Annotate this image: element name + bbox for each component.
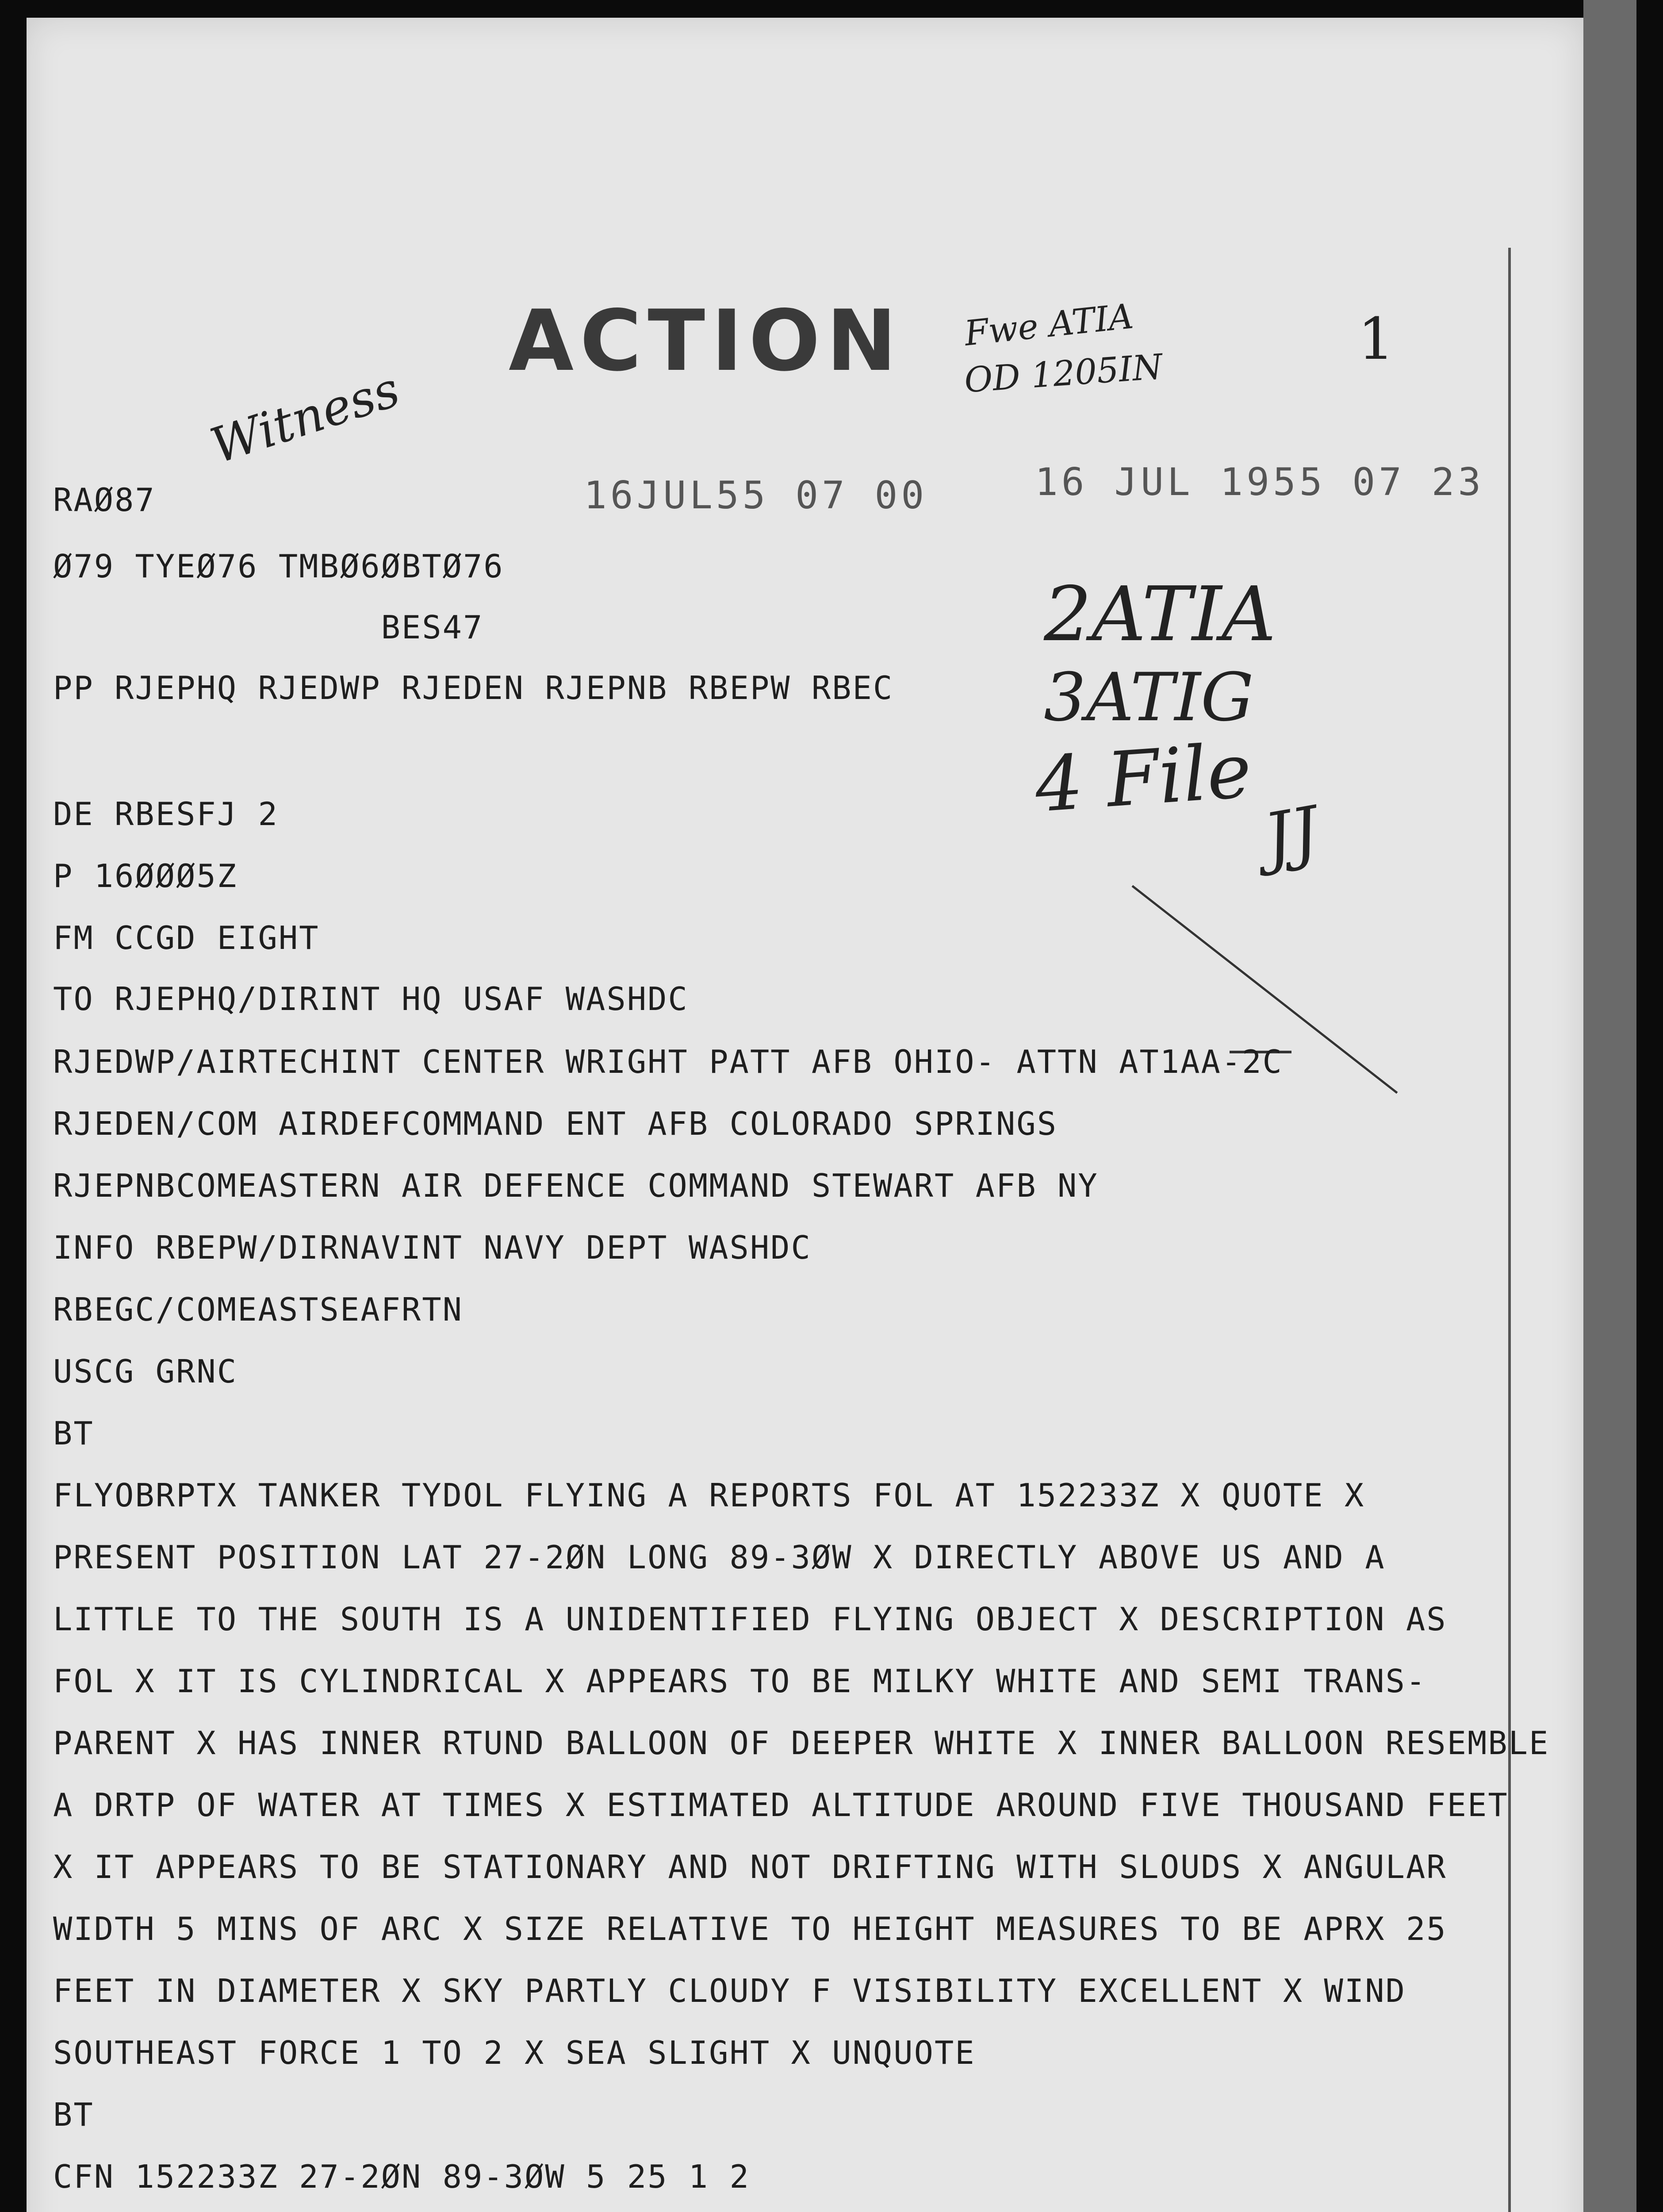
info-line: INFO RBEPW/DIRNAVINT NAVY DEPT WASHDC bbox=[53, 1229, 812, 1266]
body-line-5: PARENT X HAS INNER RTUND BALLOON OF DEEPER WHITE X INNER BALLOON RESEMBLE bbox=[53, 1724, 1550, 1762]
body-line-7: X IT APPEARS TO BE STATIONARY AND NOT DRIFTING WITH SLOUDS X ANGULAR bbox=[53, 1848, 1447, 1886]
handwritten-routing-1: 2ATIA bbox=[1044, 571, 1276, 658]
scan-edge-strip bbox=[1583, 0, 1636, 2212]
break-line-1: BT bbox=[53, 1415, 94, 1452]
body-line-1: FLYOBRPTX TANKER TYDOL FLYING A REPORTS FOL AT 152233Z X QUOTE X bbox=[53, 1477, 1365, 1514]
break-line-2: BT bbox=[53, 2096, 94, 2133]
page-fold-edge bbox=[1508, 248, 1511, 2212]
handwritten-routing-3: 4 File bbox=[1032, 727, 1254, 830]
handwritten-routing-top-1: Fwe ATIA bbox=[962, 296, 1135, 354]
body-line-2: PRESENT POSITION LAT 27-2ØN LONG 89-3ØW X DIRECTLY ABOVE US AND A bbox=[53, 1539, 1386, 1576]
header-line-routing-codes: Ø79 TYEØ76 TMBØ6ØBTØ76 bbox=[53, 548, 504, 585]
date-stamp-processed: 16 JUL 1955 07 23 bbox=[1035, 460, 1485, 504]
body-line-8: WIDTH 5 MINS OF ARC X SIZE RELATIVE TO HEIGHT MEASURES TO BE APRX 25 bbox=[53, 1910, 1447, 1947]
handwritten-page-mark: 1 bbox=[1358, 305, 1395, 373]
handwritten-routing-top-2: OD 1205IN bbox=[963, 347, 1164, 401]
addressee-comeastseafrtn: RBEGC/COMEASTSEAFRTN bbox=[53, 1291, 463, 1328]
handwritten-witness: Witness bbox=[203, 361, 406, 475]
header-line-ra087: RAØ87 bbox=[53, 481, 156, 518]
precedence-addressees: PP RJEPHQ RJEDWP RJEDEN RJEPNB RBEPW RBEC bbox=[53, 669, 894, 707]
body-line-6: A DRTP OF WATER AT TIMES X ESTIMATED ALTITUDE AROUND FIVE THOUSAND FEET bbox=[53, 1786, 1509, 1824]
header-line-bes47: BES47 bbox=[53, 609, 484, 646]
from-line: FM CCGD EIGHT bbox=[53, 919, 320, 956]
cfn-line: CFN 152233Z 27-2ØN 89-3ØW 5 25 1 2 bbox=[53, 2158, 750, 2195]
body-line-3: LITTLE TO THE SOUTH IS A UNIDENTIFIED FLYING OBJECT X DESCRIPTION AS bbox=[53, 1601, 1447, 1638]
action-stamp: ACTION bbox=[509, 292, 903, 390]
body-line-10: SOUTHEAST FORCE 1 TO 2 X SEA SLIGHT X UNQUOTE bbox=[53, 2034, 976, 2071]
de-line: DE RBESFJ 2 bbox=[53, 795, 279, 833]
body-line-4: FOL X IT IS CYLINDRICAL X APPEARS TO BE MILKY WHITE AND SEMI TRANS- bbox=[53, 1663, 1427, 1700]
body-line-9: FEET IN DIAMETER X SKY PARTLY CLOUDY F VISIBILITY EXCELLENT X WIND bbox=[53, 1972, 1406, 2009]
addressee-uscg: USCG GRNC bbox=[53, 1353, 238, 1390]
addressee-eastern-air-defence: RJEPNBCOMEASTERN AIR DEFENCE COMMAND STEWART AFB NY bbox=[53, 1167, 1099, 1204]
to-line: TO RJEPHQ/DIRINT HQ USAF WASHDC bbox=[53, 980, 689, 1018]
date-stamp-received: 16JUL55 07 00 bbox=[584, 473, 928, 518]
handwritten-routing-2: 3ATIG bbox=[1044, 659, 1254, 736]
addressee-wright-patt: RJEDWP/AIRTECHINT CENTER WRIGHT PATT AFB OHIO- ATTN AT1AA-2C bbox=[53, 1043, 1283, 1080]
priority-dtg: P 16ØØØ5Z bbox=[53, 857, 238, 895]
addressee-airdefcommand: RJEDEN/COM AIRDEFCOMMAND ENT AFB COLORADO SPRINGS bbox=[53, 1105, 1058, 1142]
handwritten-initials: JJ bbox=[1258, 792, 1325, 878]
